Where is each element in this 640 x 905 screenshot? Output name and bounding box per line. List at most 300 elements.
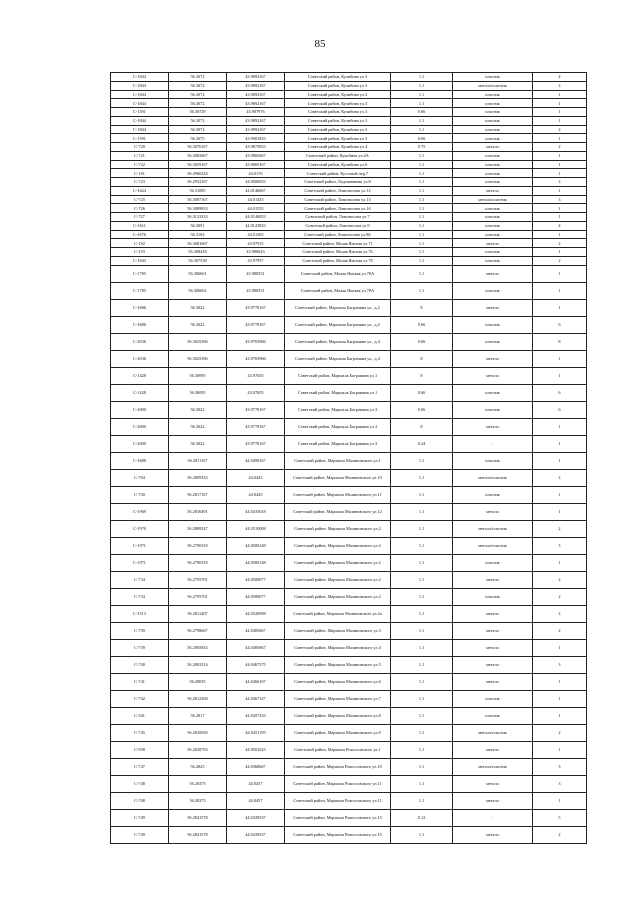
material-cell: пластик [453,116,533,125]
address-cell: Советский район, Маршала Малиновского ул.2 [285,520,391,537]
count-cell: 1 [533,690,587,707]
volume-cell: 1.1 [391,282,453,299]
site-id-cell: С-1513 [111,605,169,622]
volume-cell: 1.1 [391,571,453,588]
latitude-cell: 56.3123333 [169,213,227,222]
table-row [111,256,587,265]
material-cell: пластик [453,134,533,143]
latitude-cell: 56.3072 [169,73,227,82]
latitude-cell: 56.2811407 [169,605,227,622]
site-id-cell: С-1969 [111,503,169,520]
longitude-cell: 44.01555 [227,204,285,213]
volume-cell: 1.1 [391,622,453,639]
address-cell: Советский район, Маршала Баграмяна ул.3 [285,435,391,452]
latitude-cell: 56.2803314 [169,656,227,673]
longitude-cell: 44.0445 [227,469,285,486]
material-cell: пластик [453,248,533,257]
longitude-cell: 43.9765966 [227,350,285,367]
table-row [111,469,587,486]
address-cell: Советский район, Кулибина ул.3 [285,81,391,90]
latitude-cell: 56.3025396 [169,350,227,367]
count-cell: 3 [533,537,587,554]
table-row [111,401,587,418]
table-row [111,792,587,809]
material-cell: металл [453,503,533,520]
latitude-cell: 56.2828793 [169,741,227,758]
address-cell: Советский район, Малая Ямская ул.78А [285,265,391,282]
address-cell: Советский район, Маршала Малиновского ул.9 [285,724,391,741]
site-id-cell: С-1785 [111,282,169,299]
address-cell: Советский район, Кулибина ул.3 [285,134,391,143]
site-id-cell: С-2036 [111,333,169,350]
site-id-cell: С-1686 [111,299,169,316]
site-id-cell: С-734 [111,571,169,588]
site-id-cell: С-1591 [111,134,169,143]
count-cell: 1 [533,169,587,178]
latitude-cell: 56.28035 [169,673,227,690]
count-cell: 1 [533,90,587,99]
volume-cell: 1.1 [391,239,453,248]
address-cell: Советский район, Маршала Малиновского ул.6 [285,673,391,690]
material-cell: металл [453,741,533,758]
table-row [111,213,587,222]
count-cell: 1 [533,673,587,690]
site-id-cell: С-1686 [111,316,169,333]
volume-cell: 1.1 [391,588,453,605]
volume-cell: 8 [391,367,453,384]
address-cell: Советский район, Кулибина ул.6 [285,160,391,169]
table-row [111,90,587,99]
address-cell: Советский район, Кулибина ул.3 [285,108,391,117]
site-id-cell: С-741 [111,673,169,690]
volume-cell: 1.1 [391,90,453,99]
count-cell: 1 [533,99,587,108]
count-cell: 3 [533,656,587,673]
address-cell: Советский район, Маршала Малиновского ул.2 [285,588,391,605]
material-cell: пластик [453,125,533,134]
latitude-cell: 56.2809333 [169,469,227,486]
longitude-cell: 44.0176 [227,169,285,178]
count-cell: 1 [533,486,587,503]
latitude-cell: 56.2933167 [169,178,227,187]
site-id-cell: С-720 [111,143,169,152]
address-cell: Советский район, Ломоносова ул.7 [285,213,391,222]
count-cell: 1 [533,418,587,435]
count-cell: 4 [533,73,587,82]
site-id-cell: С-739 [111,622,169,639]
table-row [111,418,587,435]
table-row [111,239,587,248]
table-row [111,367,587,384]
material-cell: пластик [453,178,533,187]
count-cell: 2 [533,178,587,187]
table-row [111,605,587,622]
table-row [111,99,587,108]
material-cell: металл [453,605,533,622]
volume-cell: 1.1 [391,469,453,486]
address-cell: Советский район, Маршала Малиновского ул.12 [285,503,391,520]
latitude-cell: 56.2790319 [169,537,227,554]
material-cell: пластик [453,554,533,571]
address-cell: Советский район, Маршала Баграмяна ул., д.4 [285,350,391,367]
longitude-cell: 44.0457333 [227,707,285,724]
latitude-cell: 56.3059167 [169,160,227,169]
site-id-cell: С-1971 [111,554,169,571]
count-cell: 1 [533,134,587,143]
address-cell: Советский район, Маршала Малиновского ул.7 [285,690,391,707]
site-id-cell: С-1844 [111,99,169,108]
count-cell: 6 [533,401,587,418]
site-id-cell: С-341 [111,707,169,724]
material-cell: пластик [453,151,533,160]
volume-cell: 0.12 [391,809,453,826]
longitude-cell: 43.9778167 [227,418,285,435]
material-cell: пластик [453,256,533,265]
longitude-cell: 44.0146667 [227,186,285,195]
site-id-cell: С-958 [111,741,169,758]
table-row [111,724,587,741]
longitude-cell: 43.9892167 [227,90,285,99]
table-row [111,160,587,169]
table-row [111,169,587,178]
count-cell: 1 [533,160,587,169]
table-row [111,108,587,117]
longitude-cell: 44.0451195 [227,724,285,741]
count-cell: 5 [533,809,587,826]
table-row [111,656,587,673]
material-cell: металл/пластик [453,758,533,775]
table-row [111,333,587,350]
count-cell: 6 [533,384,587,401]
material-cell: пластик [453,707,533,724]
latitude-cell: 56.2811167 [169,452,227,469]
latitude-cell: 56.3081667 [169,239,227,248]
address-cell: Советский район, Маршала Рокоссовского ул.11 [285,792,391,809]
material-cell: металл [453,622,533,639]
count-cell: 1 [533,248,587,257]
volume-cell: 1.1 [391,169,453,178]
count-cell: 2 [533,256,587,265]
volume-cell: 1.1 [391,256,453,265]
latitude-cell: 56.30095 [169,367,227,384]
count-cell: 1 [533,503,587,520]
table-row [111,282,587,299]
page-number: 85 [314,38,326,50]
longitude-cell: 44.0435618 [227,503,285,520]
longitude-cell: 43.97655 [227,367,285,384]
address-cell: Советский район, Маршала Малиновского ул.1 [285,452,391,469]
address-cell: Советский район, Маршала Малиновского ул.2 [285,537,391,554]
volume-cell: 1.1 [391,248,453,257]
site-id-cell: С-727 [111,213,169,222]
table-row [111,588,587,605]
latitude-cell: 56.2816491 [169,503,227,520]
volume-cell: 1.1 [391,81,453,90]
address-cell: Советский район, Малая Ямская ул.71 [285,239,391,248]
material-cell: пластик [453,452,533,469]
longitude-cell: 44.0485667 [227,622,285,639]
table-row [111,265,587,282]
site-id-cell: С-740 [111,656,169,673]
count-cell: 2 [533,588,587,605]
table-row [111,826,587,843]
site-id-cell: С-730 [111,486,169,503]
latitude-cell: 56.30729 [169,108,227,117]
count-cell: 2 [533,239,587,248]
volume-cell: 0.24 [391,435,453,452]
latitude-cell: 56.3091 [169,221,227,230]
address-cell: Советский район, Кулибина ул.3 [285,116,391,125]
address-cell: Советский район, Кустовой пер.7 [285,169,391,178]
longitude-cell: 44.0467575 [227,656,285,673]
site-id-cell: С-2000 [111,401,169,418]
latitude-cell: 56.3065667 [169,151,227,160]
count-cell: 3 [533,758,587,775]
latitude-cell: 56.3072 [169,125,227,134]
table-row [111,758,587,775]
longitude-cell: 44.0368667 [227,758,285,775]
site-id-cell: С-739 [111,639,169,656]
site-id-cell: С-2000 [111,435,169,452]
table-row [111,707,587,724]
table-row [111,116,587,125]
site-id-cell: С-734 [111,588,169,605]
latitude-cell: 56.3022 [169,401,227,418]
latitude-cell: 56.3072 [169,81,227,90]
site-id-cell: С-745 [111,724,169,741]
latitude-cell: 56.2825 [169,758,227,775]
table-row [111,221,587,230]
count-cell: 4 [533,221,587,230]
latitude-cell: 56.28375 [169,792,227,809]
material-cell: пластик [453,384,533,401]
longitude-cell: 44.0006833 [227,178,285,187]
longitude-cell: 43.97655 [227,384,285,401]
material-cell: металл [453,350,533,367]
site-id-cell: С-2000 [111,418,169,435]
table-row [111,125,587,134]
count-cell: 2 [533,125,587,134]
table-row [111,503,587,520]
count-cell: 6 [533,316,587,333]
longitude-cell: 44.0466167 [227,673,285,690]
volume-cell: 1.1 [391,213,453,222]
address-cell: Советский район, Кулибина ул.4А [285,151,391,160]
count-cell: 2 [533,571,587,588]
site-id-cell: С-1688 [111,452,169,469]
site-id-cell: С-748 [111,792,169,809]
address-cell: Советский район, Маршала Баграмяна ул.1 [285,367,391,384]
address-cell: Советский район, Ладожникова ул.8 [285,178,391,187]
table-row [111,248,587,257]
volume-cell: 1.1 [391,486,453,503]
latitude-cell: 56.2810929 [169,724,227,741]
material-cell: пластик [453,73,533,82]
site-id-cell: С-1676 [111,230,169,239]
count-cell: 1 [533,792,587,809]
site-id-cell: С-722 [111,160,169,169]
table-row [111,775,587,792]
site-id-cell: С-193 [111,248,169,257]
site-id-cell: С-2036 [111,350,169,367]
count-cell: 8 [533,333,587,350]
material-cell: металл [453,639,533,656]
longitude-cell: 43.97957 [227,256,285,265]
material-cell: пластик [453,160,533,169]
volume-cell: 1.1 [391,690,453,707]
address-cell: Советский район, Ломоносова ул.12 [285,186,391,195]
longitude-cell: 44.01455 [227,195,285,204]
address-cell: Советский район, Ломоносова ул.9 [285,221,391,230]
volume-cell: 1.1 [391,221,453,230]
table-row [111,204,587,213]
longitude-cell: 44.0457 [227,792,285,809]
material-cell: пластик [453,282,533,299]
volume-cell: 1.1 [391,230,453,239]
count-cell: 1 [533,116,587,125]
volume-cell: 0.75 [391,143,453,152]
table-row [111,741,587,758]
latitude-cell: 56.3022 [169,418,227,435]
longitude-cell: 43.9869167 [227,160,285,169]
material-cell: металл [453,571,533,588]
longitude-cell: 44.0510008 [227,520,285,537]
volume-cell: 1.1 [391,178,453,187]
latitude-cell: 56.2841578 [169,826,227,843]
site-id-cell: С-1844 [111,90,169,99]
volume-cell: 1.1 [391,605,453,622]
site-id-cell: С-1611 [111,221,169,230]
table-row [111,435,587,452]
volume-cell: 1.1 [391,116,453,125]
volume-cell: 1.1 [391,503,453,520]
address-cell: Советский район, Маршала Малиновского ул.3 [285,622,391,639]
longitude-cell: 43.987976 [227,108,285,117]
address-cell: Советский район, Кулибина ул.3 [285,125,391,134]
count-cell: 1 [533,367,587,384]
address-cell: Советский район, Кулибина ул.3 [285,73,391,82]
longitude-cell: 43.9765966 [227,333,285,350]
longitude-cell: 44.0498167 [227,452,285,469]
latitude-cell: 56.2795701 [169,588,227,605]
count-cell: 2 [533,520,587,537]
count-cell: 1 [533,299,587,316]
volume-cell: 1.1 [391,656,453,673]
site-id-cell: С-747 [111,758,169,775]
count-cell: 1 [533,452,587,469]
longitude-cell: 43.980551 [227,265,285,282]
longitude-cell: 44.0500148 [227,554,285,571]
volume-cell: 1.1 [391,826,453,843]
volume-cell: 0.66 [391,134,453,143]
table-row [111,571,587,588]
material-cell: пластик [453,221,533,230]
address-cell: Советский район, Маршала Рокоссовского ул.1 [285,741,391,758]
address-cell: Советский район, Маршала Малиновского ул.10 [285,469,391,486]
material-cell: пластик [453,486,533,503]
table-row [111,520,587,537]
table-row [111,537,587,554]
table-row [111,690,587,707]
volume-cell: 1.1 [391,775,453,792]
count-cell: 3 [533,775,587,792]
material-cell: пластик [453,333,533,350]
volume-cell: 1.1 [391,758,453,775]
count-cell: 2 [533,622,587,639]
material-cell: металл [453,186,533,195]
table-row [111,452,587,469]
material-cell: - [453,435,533,452]
site-id-cell: С-749 [111,826,169,843]
address-cell: Советский район, Маршала Рокоссовского ул.15 [285,826,391,843]
count-cell: 1 [533,707,587,724]
longitude-cell: 43.9892167 [227,73,285,82]
longitude-cell: 44.0467147 [227,690,285,707]
site-id-cell: С-191 [111,169,169,178]
material-cell: металл/пластик [453,724,533,741]
site-id-cell: С-726 [111,204,169,213]
material-cell: пластик [453,99,533,108]
volume-cell: 1.1 [391,707,453,724]
material-cell: пластик [453,690,533,707]
site-id-cell: С-721 [111,151,169,160]
site-id-cell: С-725 [111,195,169,204]
volume-cell: 1.1 [391,151,453,160]
longitude-cell: 43.9901833 [227,134,285,143]
site-id-cell: С-192 [111,239,169,248]
site-id-cell: С-748 [111,775,169,792]
address-cell: Советский район, Маршала Малиновского ул.2 [285,554,391,571]
table-row [111,486,587,503]
address-cell: Советский район, Маршала Малиновского ул.2 [285,571,391,588]
latitude-cell: 56.3072 [169,90,227,99]
material-cell: металл [453,656,533,673]
volume-cell: 8 [391,299,453,316]
table-row [111,143,587,152]
address-cell: Советский район, Ломоносова ул.9Б [285,230,391,239]
longitude-cell: 44.0439537 [227,826,285,843]
address-cell: Советский район, Маршала Малиновского ул.4 [285,639,391,656]
latitude-cell: 56.2805833 [169,639,227,656]
longitude-cell: 43.9892167 [227,99,285,108]
table-row [111,230,587,239]
latitude-cell: 56.308418 [169,248,227,257]
material-cell: металл [453,143,533,152]
table-row [111,639,587,656]
latitude-cell: 56.2966333 [169,169,227,178]
address-cell: Советский район, Малая Ямская ул.76 [285,248,391,257]
material-cell: металл [453,418,533,435]
longitude-cell: 43.980551 [227,282,285,299]
volume-cell: 1.1 [391,160,453,169]
volume-cell: 1.1 [391,125,453,134]
latitude-cell: 56.306661 [169,282,227,299]
material-cell: пластик [453,108,533,117]
material-cell: металл [453,299,533,316]
address-cell: Советский район, Маршала Баграмяна ул., д.2 [285,299,391,316]
count-cell: 1 [533,435,587,452]
material-cell: пластик [453,316,533,333]
count-cell: 1 [533,230,587,239]
table-row [111,186,587,195]
address-cell: Советский район, Кулибина ул.4 [285,143,391,152]
material-cell: металл [453,775,533,792]
count-cell: 1 [533,151,587,160]
volume-cell: 1.1 [391,537,453,554]
longitude-cell: 43.9778167 [227,401,285,418]
count-cell: 2 [533,469,587,486]
latitude-cell: 56.307538 [169,256,227,265]
